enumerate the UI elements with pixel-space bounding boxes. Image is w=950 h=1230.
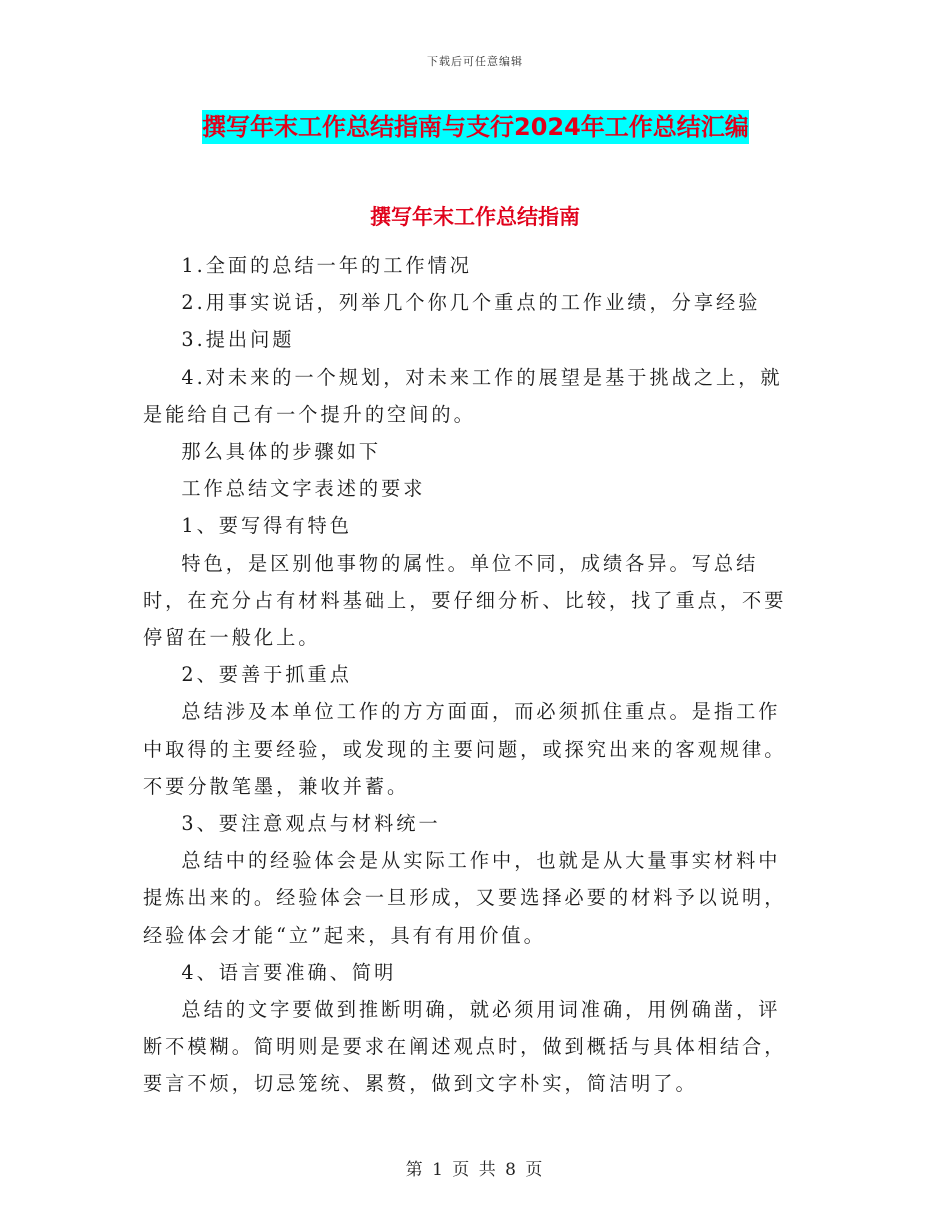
paragraph: 那么具体的步骤如下 [181, 440, 382, 464]
paragraph: 4、语言要准确、简明 [181, 960, 397, 984]
section-title: 撰写年末工作总结指南 [370, 205, 580, 229]
header-note: 下载后可任意编辑 [427, 55, 523, 68]
paragraph: 总结的文字要做到推断明确，就必须用词准确，用例确凿，评断不模糊。简明则是要求在阐述观点时，做到概括与具体相结合，要言不烦，切忌笼统、累赘，做到文字朴实，简洁明了。 [143, 998, 787, 1096]
main-title: 撰写年末工作总结指南与支行2024年工作总结汇编 [202, 110, 749, 144]
paragraph: 4.对未来的一个规划，对未来工作的展望是基于挑战之上，就是能给自己有一个提升的空间的。 [143, 365, 783, 426]
page-footer: 第 1 页 共 8 页 [405, 1160, 545, 1180]
paragraph: 总结中的经验体会是从实际工作中，也就是从大量事实材料中提炼出来的。经验体会一旦形成，又要选择必要的材料予以说明，经验体会才能“立”起来，具有有用价值。 [143, 849, 787, 947]
paragraph: 1、要写得有特色 [181, 514, 352, 538]
paragraph: 2.用事实说话，列举几个你几个重点的工作业绩，分享经验 [181, 291, 761, 315]
paragraph: 工作总结文字表述的要求 [181, 477, 426, 501]
paragraph: 总结涉及本单位工作的方方面面，而必须抓住重点。是指工作中取得的主要经验，或发现的主要问题，或探究出来的客观规律。不要分散笔墨，兼收并蓄。 [143, 700, 787, 798]
paragraph: 3、要注意观点与材料统一 [181, 812, 441, 836]
document-body [143, 247, 798, 1103]
paragraph: 2、要善于抓重点 [181, 663, 352, 687]
main-title-wrap [202, 110, 794, 144]
paragraph: 特色，是区别他事物的属性。单位不同，成绩各异。写总结时，在充分占有材料基础上，要仔细分析、比较，找了重点，不要停留在一般化上。 [143, 551, 787, 650]
paragraph: 1.全面的总结一年的工作情况 [181, 254, 472, 277]
paragraph: 3.提出问题 [181, 328, 295, 352]
